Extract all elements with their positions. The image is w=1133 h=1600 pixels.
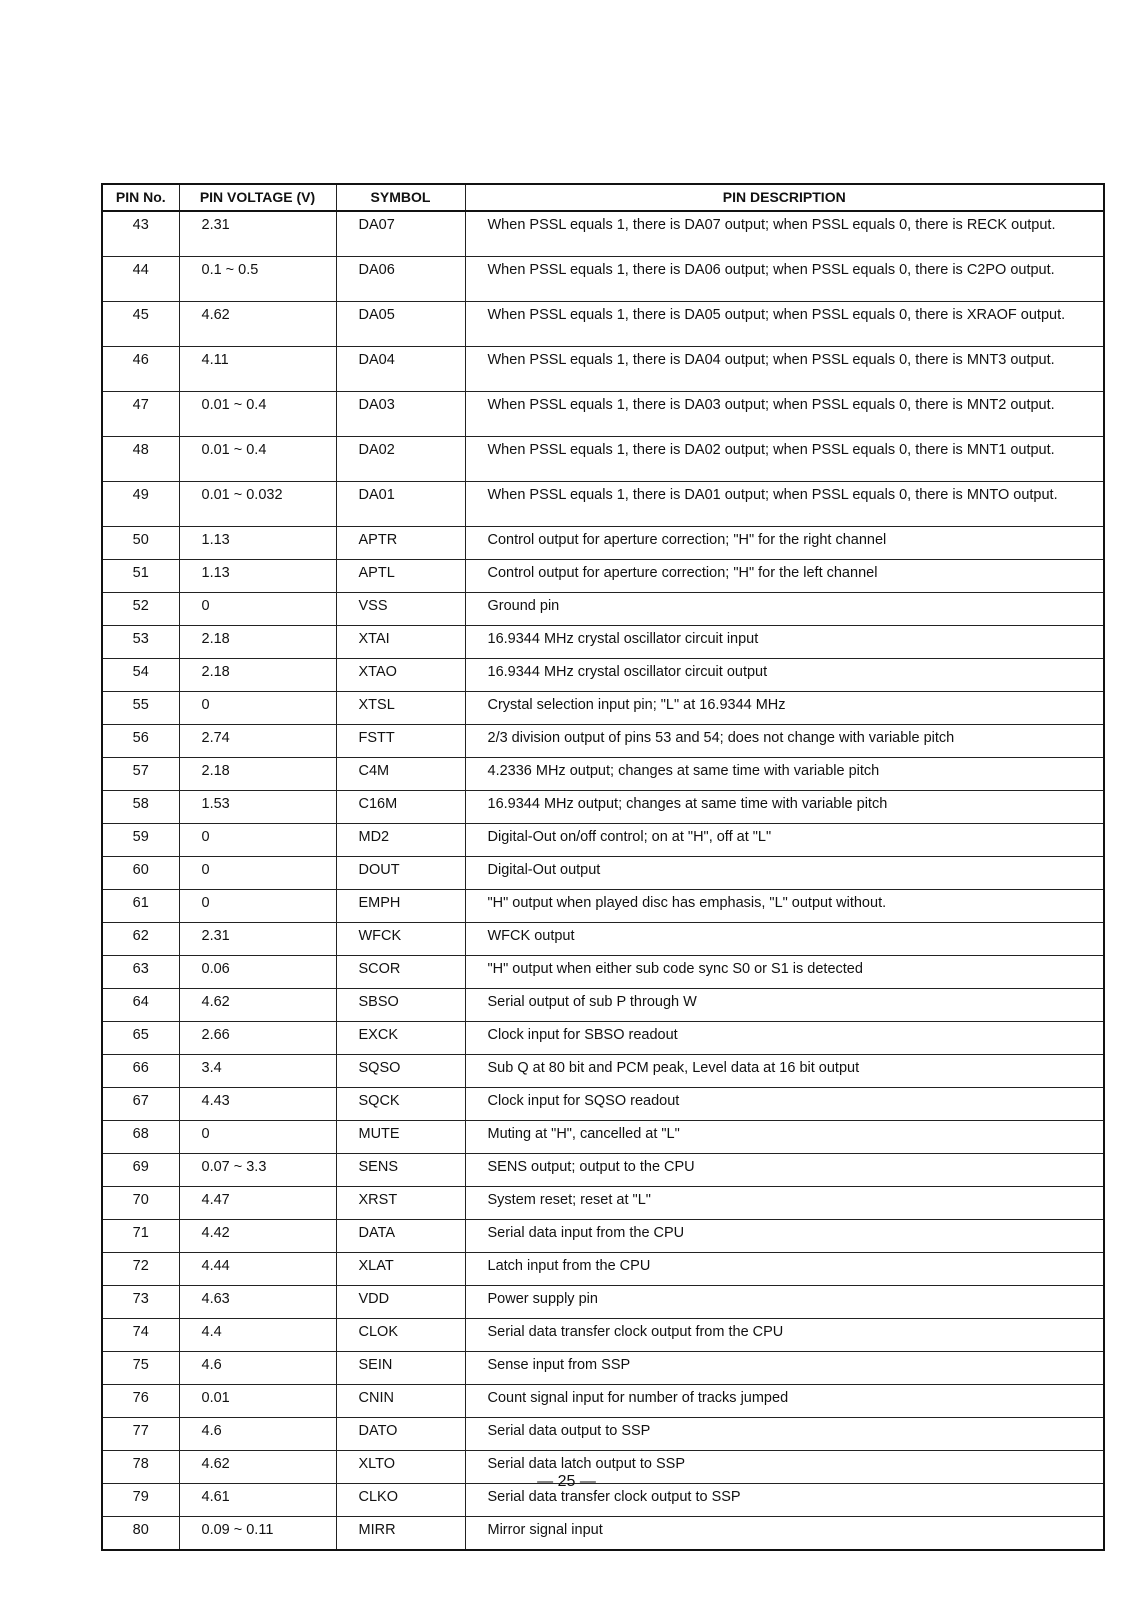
- symbol-cell: DA03: [336, 392, 465, 437]
- pin-voltage-cell: 4.6: [179, 1352, 336, 1385]
- symbol-cell: CNIN: [336, 1385, 465, 1418]
- pin-number-cell: 51: [102, 560, 179, 593]
- table-row: [102, 1220, 1104, 1253]
- pin-voltage-cell: 2.31: [179, 211, 336, 257]
- pin-number-cell: 45: [102, 302, 179, 347]
- description-cell: Mirror signal input: [465, 1517, 1104, 1551]
- description-cell: Latch input from the CPU: [465, 1253, 1104, 1286]
- description-cell: Power supply pin: [465, 1286, 1104, 1319]
- table-row: [102, 626, 1104, 659]
- pin-voltage-cell: 4.42: [179, 1220, 336, 1253]
- pin-number-cell: 67: [102, 1088, 179, 1121]
- pin-number-cell: 72: [102, 1253, 179, 1286]
- symbol-cell: VSS: [336, 593, 465, 626]
- table-row: [102, 791, 1104, 824]
- symbol-cell: DA07: [336, 211, 465, 257]
- pin-number-cell: 46: [102, 347, 179, 392]
- symbol-cell: XTSL: [336, 692, 465, 725]
- pin-number-cell: 65: [102, 1022, 179, 1055]
- description-cell: SENS output; output to the CPU: [465, 1154, 1104, 1187]
- pin-voltage-cell: 0.07 ~ 3.3: [179, 1154, 336, 1187]
- pin-number-cell: 50: [102, 527, 179, 560]
- symbol-cell: MUTE: [336, 1121, 465, 1154]
- description-cell: Control output for aperture correction; "H" for the right channel: [465, 527, 1104, 560]
- pin-voltage-cell: 4.47: [179, 1187, 336, 1220]
- pin-voltage-cell: 4.62: [179, 989, 336, 1022]
- pin-number-cell: 58: [102, 791, 179, 824]
- pin-number-cell: 70: [102, 1187, 179, 1220]
- pin-voltage-cell: 4.61: [179, 1484, 336, 1517]
- description-cell: 16.9344 MHz crystal oscillator circuit output: [465, 659, 1104, 692]
- pin-voltage-cell: 0: [179, 857, 336, 890]
- table-row: [102, 857, 1104, 890]
- symbol-cell: XLTO: [336, 1451, 465, 1484]
- symbol-cell: DA06: [336, 257, 465, 302]
- pin-number-cell: 61: [102, 890, 179, 923]
- symbol-cell: VDD: [336, 1286, 465, 1319]
- table-row: [102, 1385, 1104, 1418]
- description-cell: When PSSL equals 1, there is DA02 output; when PSSL equals 0, there is MNT1 output.: [465, 437, 1104, 482]
- table-row: [102, 1022, 1104, 1055]
- pin-voltage-cell: 1.13: [179, 527, 336, 560]
- description-cell: Count signal input for number of tracks jumped: [465, 1385, 1104, 1418]
- description-cell: Digital-Out output: [465, 857, 1104, 890]
- symbol-cell: C4M: [336, 758, 465, 791]
- symbol-cell: CLOK: [336, 1319, 465, 1352]
- symbol-cell: SEIN: [336, 1352, 465, 1385]
- table-row: [102, 1253, 1104, 1286]
- symbol-cell: DA04: [336, 347, 465, 392]
- description-cell: Muting at "H", cancelled at "L": [465, 1121, 1104, 1154]
- pin-number-cell: 74: [102, 1319, 179, 1352]
- pin-description-table: [101, 183, 1105, 1551]
- pin-voltage-cell: 0: [179, 692, 336, 725]
- pin-number-cell: 69: [102, 1154, 179, 1187]
- symbol-cell: APTR: [336, 527, 465, 560]
- description-cell: 16.9344 MHz crystal oscillator circuit input: [465, 626, 1104, 659]
- pin-number-cell: 73: [102, 1286, 179, 1319]
- description-cell: System reset; reset at "L": [465, 1187, 1104, 1220]
- pin-voltage-cell: 1.13: [179, 560, 336, 593]
- table-row: [102, 1154, 1104, 1187]
- pin-number-cell: 44: [102, 257, 179, 302]
- pin-voltage-cell: 4.11: [179, 347, 336, 392]
- pin-number-cell: 62: [102, 923, 179, 956]
- pin-voltage-cell: 4.4: [179, 1319, 336, 1352]
- page-number: — 25 —: [537, 1473, 596, 1490]
- pin-number-cell: 43: [102, 211, 179, 257]
- pin-number-cell: 80: [102, 1517, 179, 1551]
- pin-number-cell: 78: [102, 1451, 179, 1484]
- table-row: [102, 989, 1104, 1022]
- pin-voltage-cell: 2.18: [179, 626, 336, 659]
- table-row: [102, 725, 1104, 758]
- table-row: [102, 482, 1104, 527]
- symbol-cell: DATA: [336, 1220, 465, 1253]
- pin-voltage-cell: 0.1 ~ 0.5: [179, 257, 336, 302]
- table-row: [102, 758, 1104, 791]
- pin-voltage-cell: 0.09 ~ 0.11: [179, 1517, 336, 1551]
- pin-voltage-cell: 0.06: [179, 956, 336, 989]
- description-cell: When PSSL equals 1, there is DA05 output; when PSSL equals 0, there is XRAOF output.: [465, 302, 1104, 347]
- pin-voltage-cell: 0.01 ~ 0.4: [179, 437, 336, 482]
- pin-voltage-cell: 1.53: [179, 791, 336, 824]
- table-row: [102, 1418, 1104, 1451]
- symbol-cell: EMPH: [336, 890, 465, 923]
- pin-number-cell: 52: [102, 593, 179, 626]
- symbol-cell: DA05: [336, 302, 465, 347]
- symbol-cell: XTAO: [336, 659, 465, 692]
- table-row: [102, 1517, 1104, 1551]
- table-row: [102, 1352, 1104, 1385]
- symbol-cell: SQSO: [336, 1055, 465, 1088]
- pin-number-cell: 64: [102, 989, 179, 1022]
- table-row: [102, 593, 1104, 626]
- header-pin-voltage: PIN VOLTAGE (V): [179, 184, 336, 211]
- table-row: [102, 257, 1104, 302]
- pin-number-cell: 77: [102, 1418, 179, 1451]
- description-cell: Serial data latch output to SSP: [465, 1451, 1104, 1484]
- symbol-cell: CLKO: [336, 1484, 465, 1517]
- description-cell: WFCK output: [465, 923, 1104, 956]
- description-cell: Serial data transfer clock output from the CPU: [465, 1319, 1104, 1352]
- symbol-cell: XTAI: [336, 626, 465, 659]
- description-cell: When PSSL equals 1, there is DA03 output; when PSSL equals 0, there is MNT2 output.: [465, 392, 1104, 437]
- pin-number-cell: 63: [102, 956, 179, 989]
- pin-voltage-cell: 4.62: [179, 1451, 336, 1484]
- pin-number-cell: 57: [102, 758, 179, 791]
- pin-number-cell: 49: [102, 482, 179, 527]
- pin-voltage-cell: 0: [179, 1121, 336, 1154]
- description-cell: 4.2336 MHz output; changes at same time with variable pitch: [465, 758, 1104, 791]
- symbol-cell: DOUT: [336, 857, 465, 890]
- symbol-cell: XRST: [336, 1187, 465, 1220]
- table-row: [102, 1319, 1104, 1352]
- table-row: [102, 1088, 1104, 1121]
- symbol-cell: SBSO: [336, 989, 465, 1022]
- table-row: [102, 527, 1104, 560]
- table-row: [102, 560, 1104, 593]
- table-row: [102, 923, 1104, 956]
- pin-voltage-cell: 4.6: [179, 1418, 336, 1451]
- pin-number-cell: 55: [102, 692, 179, 725]
- table-row: [102, 1121, 1104, 1154]
- header-pin-no: PIN No.: [102, 184, 179, 211]
- symbol-cell: C16M: [336, 791, 465, 824]
- pin-voltage-cell: 2.18: [179, 659, 336, 692]
- description-cell: 16.9344 MHz output; changes at same time with variable pitch: [465, 791, 1104, 824]
- header-symbol: SYMBOL: [336, 184, 465, 211]
- description-cell: 2/3 division output of pins 53 and 54; does not change with variable pitch: [465, 725, 1104, 758]
- table-row: [102, 824, 1104, 857]
- table-row: [102, 890, 1104, 923]
- description-cell: Control output for aperture correction; "H" for the left channel: [465, 560, 1104, 593]
- pin-voltage-cell: 0: [179, 824, 336, 857]
- description-cell: Crystal selection input pin; "L" at 16.9344 MHz: [465, 692, 1104, 725]
- table-row: [102, 1187, 1104, 1220]
- description-cell: "H" output when either sub code sync S0 or S1 is detected: [465, 956, 1104, 989]
- description-cell: Sub Q at 80 bit and PCM peak, Level data at 16 bit output: [465, 1055, 1104, 1088]
- pin-number-cell: 66: [102, 1055, 179, 1088]
- description-cell: When PSSL equals 1, there is DA06 output; when PSSL equals 0, there is C2PO output.: [465, 257, 1104, 302]
- table-row: [102, 347, 1104, 392]
- symbol-cell: DA01: [336, 482, 465, 527]
- pin-voltage-cell: 4.63: [179, 1286, 336, 1319]
- pin-number-cell: 47: [102, 392, 179, 437]
- pin-voltage-cell: 0: [179, 593, 336, 626]
- pin-voltage-cell: 4.43: [179, 1088, 336, 1121]
- description-cell: When PSSL equals 1, there is DA07 output; when PSSL equals 0, there is RECK output.: [465, 211, 1104, 257]
- description-cell: Serial data input from the CPU: [465, 1220, 1104, 1253]
- pin-voltage-cell: 4.62: [179, 302, 336, 347]
- description-cell: Clock input for SBSO readout: [465, 1022, 1104, 1055]
- description-cell: When PSSL equals 1, there is DA04 output; when PSSL equals 0, there is MNT3 output.: [465, 347, 1104, 392]
- pin-voltage-cell: 0.01: [179, 1385, 336, 1418]
- description-cell: Sense input from SSP: [465, 1352, 1104, 1385]
- symbol-cell: XLAT: [336, 1253, 465, 1286]
- description-cell: "H" output when played disc has emphasis, "L" output without.: [465, 890, 1104, 923]
- symbol-cell: SCOR: [336, 956, 465, 989]
- symbol-cell: MIRR: [336, 1517, 465, 1551]
- symbol-cell: WFCK: [336, 923, 465, 956]
- symbol-cell: DA02: [336, 437, 465, 482]
- pin-number-cell: 56: [102, 725, 179, 758]
- pin-number-cell: 59: [102, 824, 179, 857]
- pin-voltage-cell: 3.4: [179, 1055, 336, 1088]
- description-cell: Serial data transfer clock output to SSP: [465, 1484, 1104, 1517]
- symbol-cell: SQCK: [336, 1088, 465, 1121]
- table-row: [102, 692, 1104, 725]
- symbol-cell: EXCK: [336, 1022, 465, 1055]
- pin-number-cell: 60: [102, 857, 179, 890]
- description-cell: Digital-Out on/off control; on at "H", off at "L": [465, 824, 1104, 857]
- table-row: [102, 392, 1104, 437]
- table-row: [102, 302, 1104, 347]
- table-row: [102, 1055, 1104, 1088]
- table-header-row: [102, 184, 1104, 211]
- symbol-cell: DATO: [336, 1418, 465, 1451]
- pin-voltage-cell: 2.66: [179, 1022, 336, 1055]
- description-cell: Serial output of sub P through W: [465, 989, 1104, 1022]
- table-row: [102, 659, 1104, 692]
- pin-voltage-cell: 2.31: [179, 923, 336, 956]
- pin-voltage-cell: 2.74: [179, 725, 336, 758]
- pin-number-cell: 54: [102, 659, 179, 692]
- pin-voltage-cell: 2.18: [179, 758, 336, 791]
- pin-voltage-cell: 4.44: [179, 1253, 336, 1286]
- pin-number-cell: 48: [102, 437, 179, 482]
- symbol-cell: SENS: [336, 1154, 465, 1187]
- description-cell: Clock input for SQSO readout: [465, 1088, 1104, 1121]
- symbol-cell: APTL: [336, 560, 465, 593]
- pin-number-cell: 75: [102, 1352, 179, 1385]
- pin-voltage-cell: 0: [179, 890, 336, 923]
- table-row: [102, 1286, 1104, 1319]
- pin-number-cell: 79: [102, 1484, 179, 1517]
- description-cell: When PSSL equals 1, there is DA01 output; when PSSL equals 0, there is MNTO output.: [465, 482, 1104, 527]
- header-pin-description: PIN DESCRIPTION: [465, 184, 1104, 211]
- pin-number-cell: 53: [102, 626, 179, 659]
- symbol-cell: MD2: [336, 824, 465, 857]
- description-cell: Ground pin: [465, 593, 1104, 626]
- symbol-cell: FSTT: [336, 725, 465, 758]
- description-cell: Serial data output to SSP: [465, 1418, 1104, 1451]
- pin-number-cell: 76: [102, 1385, 179, 1418]
- pin-number-cell: 68: [102, 1121, 179, 1154]
- pin-voltage-cell: 0.01 ~ 0.4: [179, 392, 336, 437]
- table-row: [102, 211, 1104, 257]
- pin-number-cell: 71: [102, 1220, 179, 1253]
- table-row: [102, 437, 1104, 482]
- pin-voltage-cell: 0.01 ~ 0.032: [179, 482, 336, 527]
- table-row: [102, 956, 1104, 989]
